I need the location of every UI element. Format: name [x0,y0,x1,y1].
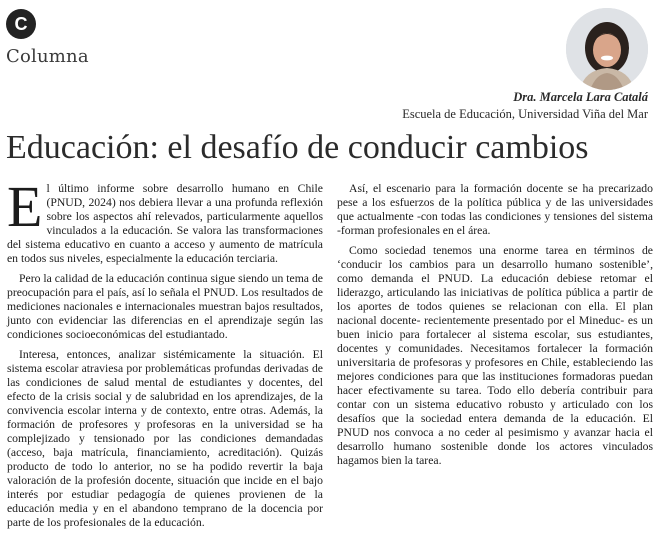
author-photo [566,8,648,90]
author-affiliation: Escuela de Educación, Universidad Viña del Mar [402,107,648,121]
author-name: Dra. Marcela Lara Catalá [513,90,648,104]
author-portrait-icon [566,8,648,90]
drop-cap: E [7,174,43,239]
article-paragraph: Interesa, entonces, analizar sistémicamente la situación. El sistema escolar atraviesa por problemáticas profundas derivadas de las condiciones de salud mental de estudiantes y docentes, del efecto de la crisis social y de salubridad en los aprendizajes, de la convivencia escolar interna y de contexto, entre otras. Además, la formación de profesores y profesoras en la universidad se ha complejizado y tensionado por las condiciones demandadas (acceso, baja matrícula, financiamiento, acreditación). Quizás producto de todo lo anterior, no se ha podido revertir la baja valoración de la profesión docente, situación que incide en el bajo interés por estudiar pedagogía de quienes provienen de la educación media y en el abandono temprano de la docencia por parte de los profesionales de la educación. [7,348,323,529]
article-body [7,174,653,532]
article-paragraph: Como sociedad tenemos una enorme tarea en términos de ‘conducir los cambios para un desarrollo humano sostenible’, como demanda el PNUD. La educación debiese retomar el liderazgo, articulando las iniciativas de política pública a partir de los aportes de todos quienes se relacionan con ella. El plan nacional docente- recientemente presentado por el Mineduc- es un buen inicio para fortalecer al sistema escolar, sus estudiantes, docentes y comunidades. Necesitamos fortalecer la formación universitaria de profesoras y profesores en Chile, estableciendo las mejores condiciones para que las instituciones formadoras puedan hacer efectivamente su tarea. Todo ello debería contribuir para contar con un sistema educativo robusto y articulado con los desafíos que la sociedad entera demanda de la educación. El PNUD nos convoca a no ceder al pesimismo y avanzar hacia el desarrollo humano sostenible donde los actores vinculados hagamos bien la tarea. [337,244,653,467]
section-badge: C [6,9,36,39]
article-paragraph [7,174,323,266]
article-paragraph: Así, el escenario para la formación docente se ha precarizado pese a los esfuerzos de la política pública y de las universidades que actualmente -con todas las condiciones y tensiones del sistema -forman profesionales en el área. [337,182,653,237]
section-label: Columna [6,46,89,67]
article-headline: Educación: el desafío de conducir cambios [6,129,589,166]
article-paragraph: Pero la calidad de la educación continua sigue siendo un tema de preocupación para el país, así lo señala el PNUD. Los resultados de mediciones nacionales e internacionales muestran bajos resultados, junto con evidenciar las diferencias en el aprendizaje según las condiciones socioeconómicas del estudiantado. [7,272,323,341]
paragraph-text: l último informe sobre desarrollo humano en Chile (PNUD, 2024) nos debiera llevar a una profunda reflexión sobre los aspectos ahí relevados, particularmente aquellos vinculados a la educación. Se valora las transformaciones del sistema educativo en cuanto a acceso y aumento de matrícula en todos sus niveles, especialmente la educación terciaria. [7,182,323,265]
